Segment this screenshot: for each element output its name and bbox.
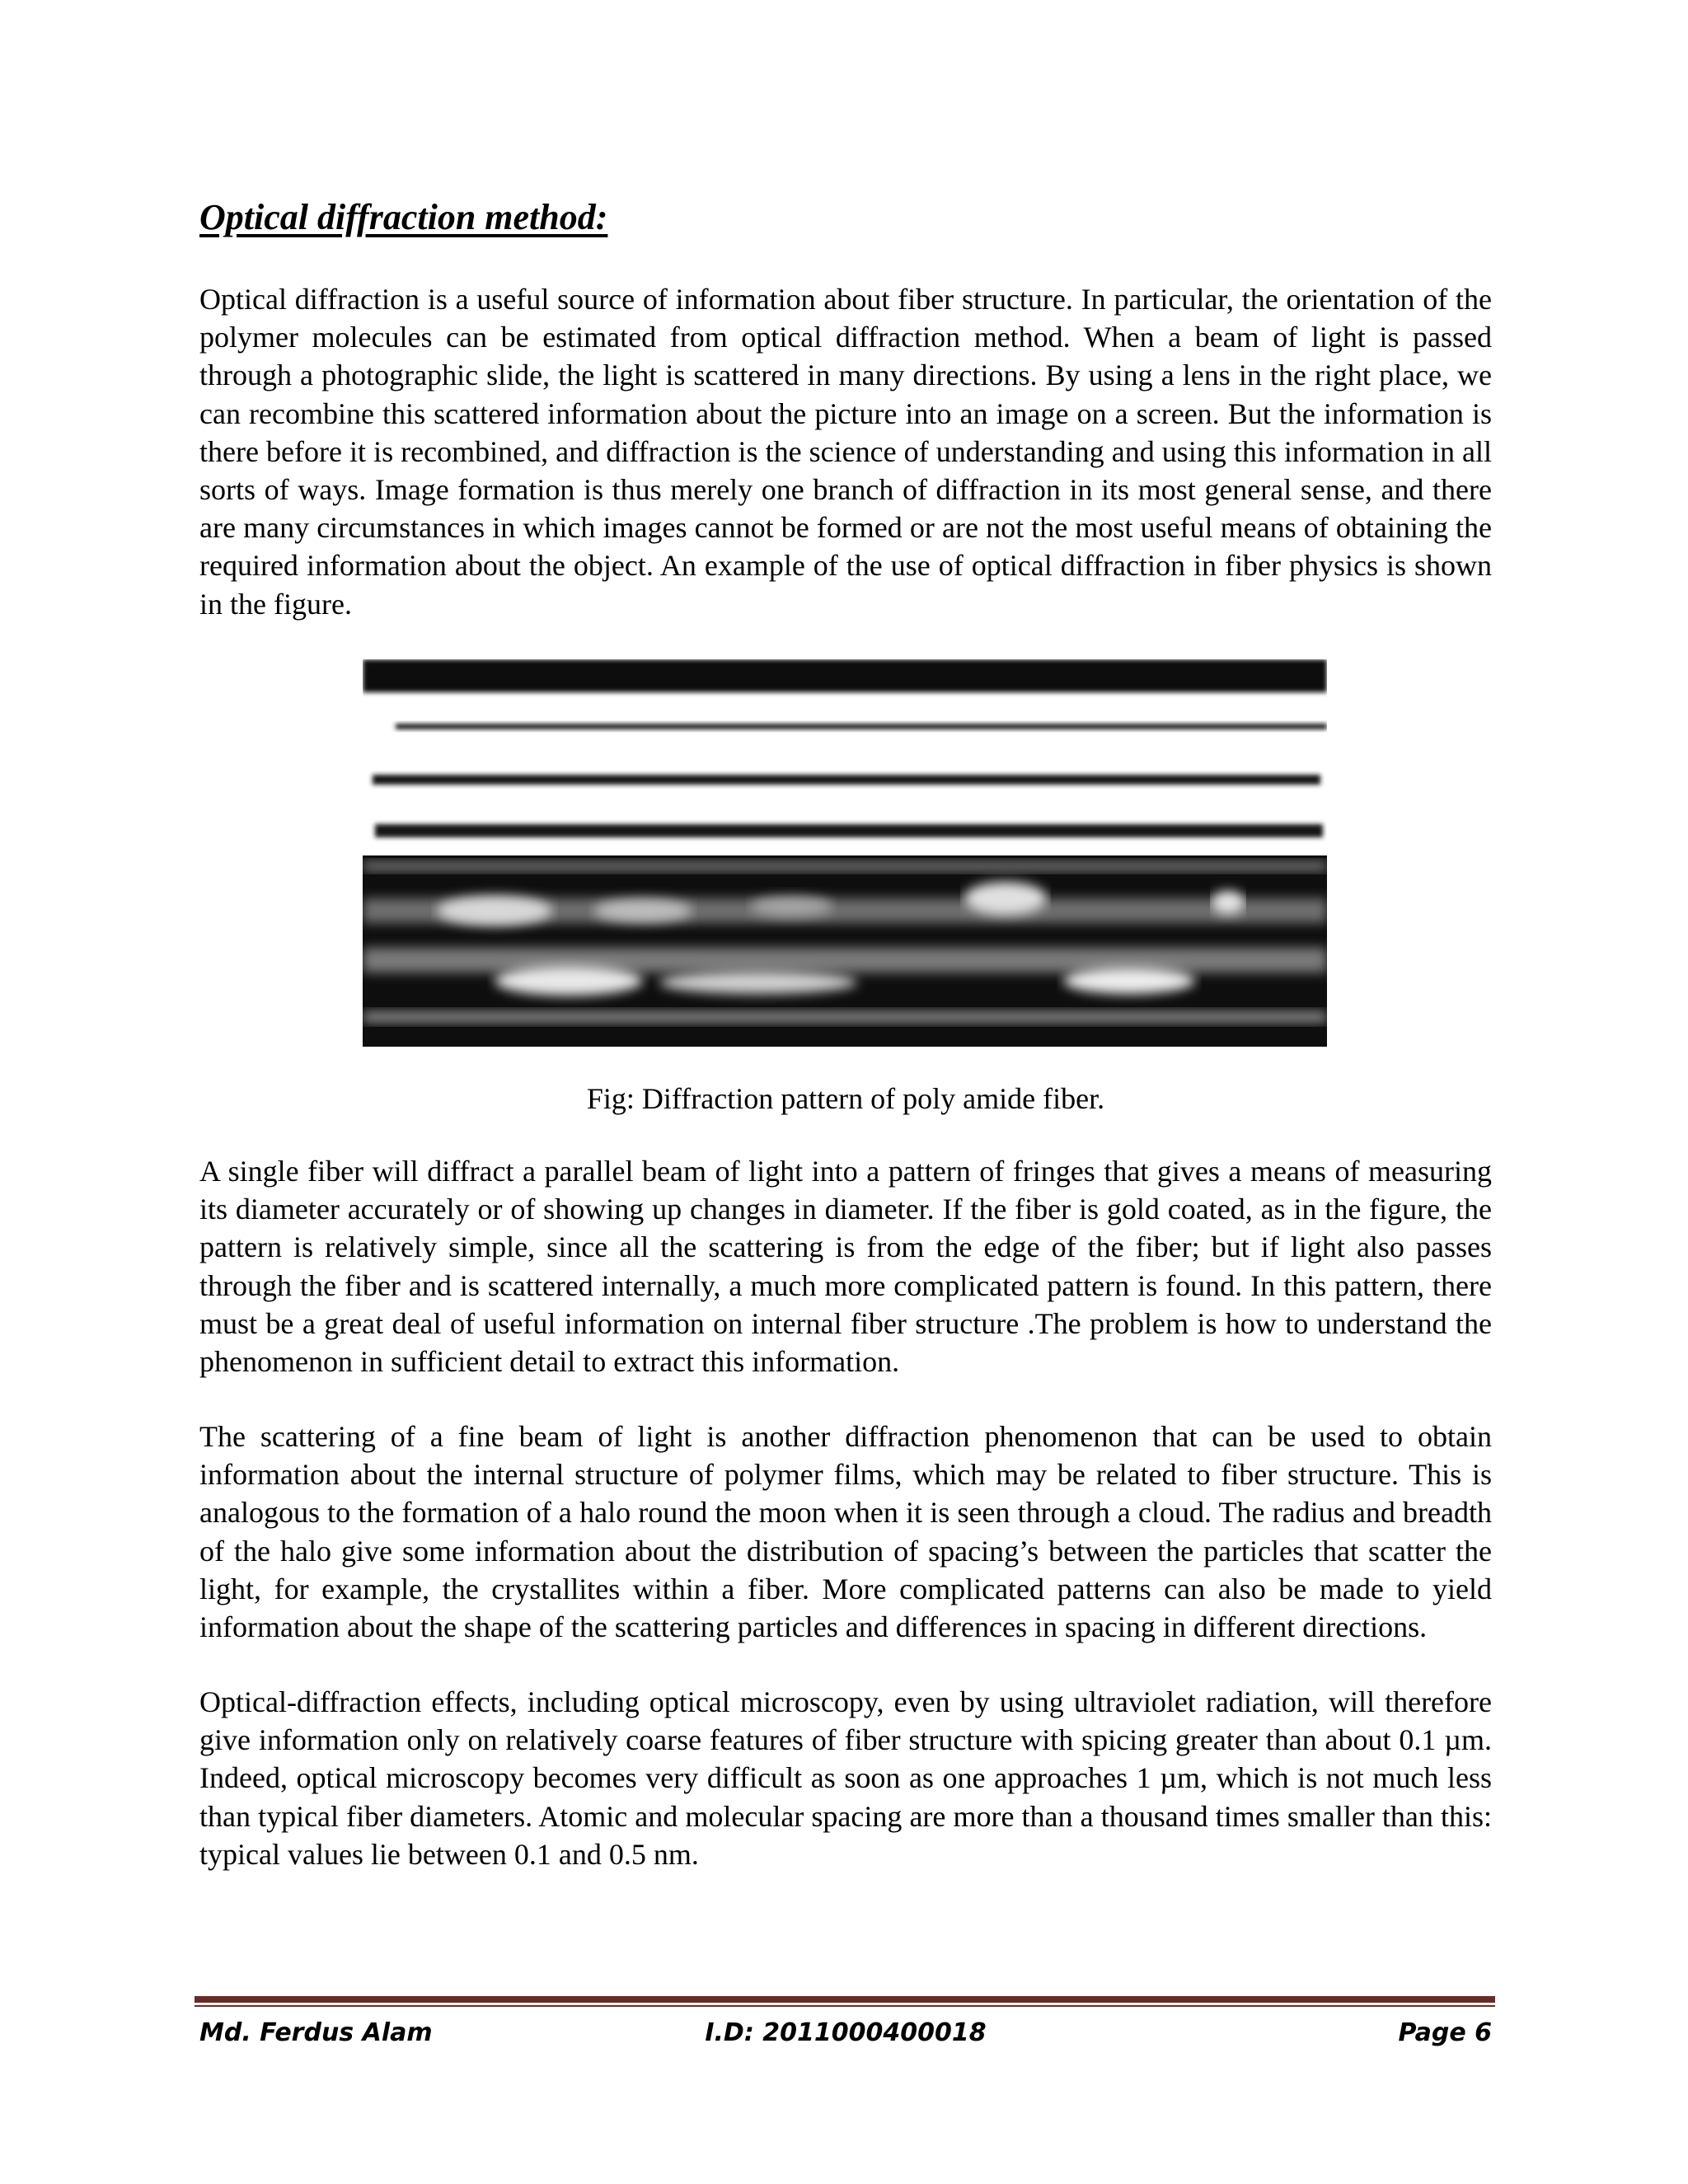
footer-divider <box>195 1996 1495 2003</box>
diffraction-pattern-image <box>363 659 1327 1047</box>
footer-author: Md. Ferdus Alam <box>199 2018 433 2047</box>
diffraction-pattern-figure <box>363 659 1327 1047</box>
paragraph-intro: Optical diffraction is a useful source of information about fiber structure. In particular, the orientation of the polymer molecules can be estimated from optical diffraction method. When a beam of light is passed through a photographic slide, the light is scattered in many directions. By using a lens in the right place, we can recombine this scattered information about the picture into an image on a screen. But the information is there before it is recombined, and diffraction is the science of understanding and using this information in all sorts of ways. Image formation is thus merely one branch of diffraction in its most general sense, and there are many circumstances in which images cannot be formed or are not the most useful means of obtaining the required information about the object. An example of the use of optical diffraction in fiber physics is shown in the figure. <box>199 283 1492 621</box>
paragraph-optical-effects: Optical-diffraction effects, including optical microscopy, even by using ultraviolet radiation, will therefore give information only on relatively coarse features of fiber structure with spicing greater than about 0.1 µm. Indeed, optical microscopy becomes very difficult as soon as one approaches 1 µm, which is not much less than typical fiber diameters. Atomic and molecular spacing are more than a thousand times smaller than this: typical values lie between 0.1 and 0.5 nm. <box>199 1685 1492 1871</box>
figure-caption: Fig: Diffraction pattern of poly amide fiber. <box>586 1082 1105 1115</box>
section-heading: Optical diffraction method: <box>199 197 608 237</box>
footer-divider-thin <box>195 2005 1495 2007</box>
footer-page-number: Page 6 <box>1398 2018 1492 2047</box>
footer-id: I.D: 2011000400018 <box>705 2018 987 2047</box>
paragraph-single-fiber: A single fiber will diffract a parallel beam of light into a pattern of fringes that gives a means of measuring its diameter accurately or of showing up changes in diameter. If the fiber is gold coated, as in the figure, the pattern is relatively simple, since all the scattering is from the edge of the fiber; but if light also passes through the fiber and is scattered internally, a much more complicated pattern is found. In this pattern, there must be a great deal of useful information on internal fiber structure .The problem is how to understand the phenomenon in sufficient detail to extract this information. <box>199 1155 1492 1379</box>
page-footer <box>199 2013 1492 2054</box>
paragraph-scattering: The scattering of a fine beam of light is another diffraction phenomenon that can be used to obtain information about the internal structure of polymer films, which may be related to fiber structure. This is analogous to the formation of a halo round the moon when it is seen through a cloud. The radius and breadth of the halo give some information about the distribution of spacing’s between the particles that scatter the light, for example, the crystallites within a fiber. More complicated patterns can also be made to yield information about the shape of the scattering particles and differences in spacing in different directions. <box>199 1420 1492 1644</box>
